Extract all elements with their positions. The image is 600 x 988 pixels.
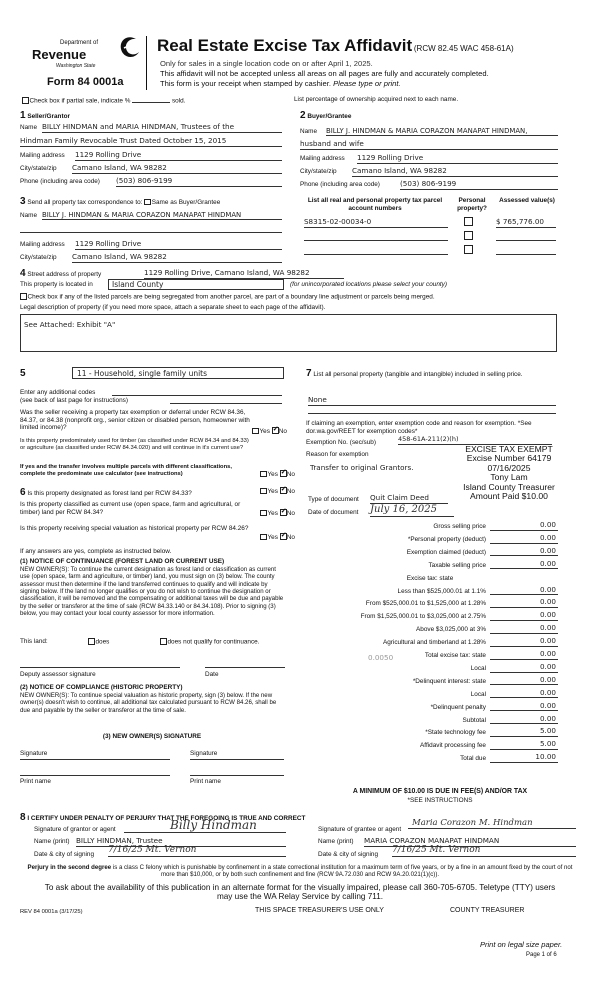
calc-row-label: *Delinquent interest: state [412,677,486,685]
county-select[interactable]: Island County [108,279,284,290]
header-divider [146,36,147,90]
sec6-q1-row [20,487,192,499]
form-title: Real Estate Excise Tax Affidavit [157,36,413,55]
dor-logo [20,30,148,72]
sec5-code-select[interactable]: 11 - Household, single family units [72,367,284,379]
partial-sale-percent[interactable] [132,102,170,103]
calc-row-value[interactable]: 0.00 [490,715,558,725]
sec4-street-row [20,268,560,280]
legal-description-box[interactable]: See Attached: Exhibit "A" [20,314,557,352]
new-owner-print-label: Print name [20,778,51,785]
buyer-city-row [300,168,558,176]
calc-row-value[interactable]: 5.00 [490,740,558,750]
calc-row-label: Total excise tax: state [424,652,486,659]
partial-sale-row [22,97,185,105]
calc-row-value[interactable]: 0.00 [490,663,558,673]
header-line3: This form is your receipt when stamped by cashier. [160,79,331,88]
deputy-date-label: Date [205,671,219,678]
legal-paper-note: Print on legal size paper. [480,940,563,949]
sec3-mail-row [20,241,282,249]
sec8-num: 8 [20,812,26,823]
seller-mail[interactable]: 1129 Rolling Drive [75,151,282,161]
this-land-label: This land: [20,638,48,645]
doc-date-label: Date of document [308,509,359,516]
segregated-checkbox[interactable] [20,293,27,300]
personal-property-value[interactable]: None [308,396,556,406]
sec5-q2-yes-checkbox[interactable] [260,471,267,478]
calc-row [300,547,558,559]
buyer-heading-text: Buyer/Grantee [307,113,352,120]
sec7-text: List all personal property (tangible and intangible) included in selling price. [313,371,523,378]
calc-row-value[interactable]: 0.00 [490,624,558,634]
sec6-q3: Is this property receiving special valuation as historical property per RCW 84.26? [20,525,249,532]
calc-row-label: Affidavit processing fee [420,742,486,750]
buyer-city[interactable]: Camano Island, WA 98282 [352,167,558,177]
assessed-value-header: Assessed value(s) [499,197,555,204]
buyer-name2[interactable]: husband and wife [300,140,558,150]
deputy-date-line[interactable] [205,667,285,668]
seller-mail-label: Mailing address [20,152,65,159]
doc-date[interactable]: July 16, 2025 [370,504,454,517]
calc-row-label: Local [470,664,486,672]
doc-type-label: Type of document [308,496,359,503]
unincorp-note: (for unincorporated locations please select your county) [290,281,448,288]
calc-row-value[interactable]: 0.00 [490,547,558,557]
does-label: does [95,638,110,646]
dept-of-label: Department of [60,40,99,46]
seller-name-label: Name [20,124,38,131]
calc-row [300,689,558,701]
buyer-num: 2 [300,110,306,121]
this-land-row [20,638,284,646]
parcel-value-row3[interactable] [496,254,556,255]
sec4-located-row [20,281,93,289]
sec6-q2-yes: Yes [267,510,278,517]
header-line3b: Please type or print. [333,79,401,88]
sec6-q1-yes-checkbox[interactable] [260,488,267,495]
parcel-number[interactable]: S8315-02-00034-0 [304,218,448,228]
stamp-line1: EXCISE TAX EXEMPT [465,444,553,454]
grantor-name-label: Name (print) [34,838,70,845]
new-owner-print2-line[interactable] [190,775,284,776]
does-not-option [160,638,260,646]
sec5-q2-no: No [286,471,295,478]
notice1-body: NEW OWNER(S): To continue the current designation as forest land or classification as current use (open space, farm and agriculture, or timber) land, you must sign on (3) below. The county assessor must then determine if the land transferred continues to qualify and will indicate by signing below. If the land no longer qualifies or you do not wish to continue the designation or classification, it will be removed and the compensating or additional taxes will be due and payable by the seller or transferor at the time of sale (RCW 84.33.140 or 84.34.108). Prior to signing (3) below, you may contact your local county assessor for more information. [20,566,284,617]
buyer-name-label: Name [300,128,318,135]
parcel-value-row2[interactable] [496,240,556,241]
calc-row [300,637,558,649]
sec3-mail-label: Mailing address [20,241,65,248]
tax-calculation [300,521,558,781]
sec6-q3-answer [260,533,295,542]
sec5-q2-no-checkbox[interactable] [280,470,287,477]
stamp-line4: Tony Lam [490,472,528,483]
sec3-heading [20,196,220,208]
calc-row-label: Exemption claimed (deduct) [406,548,486,556]
sec5-num: 5 [20,368,26,379]
calc-row-label: Taxable selling price [428,561,486,569]
calc-row [300,573,558,585]
sec3-mail[interactable]: 1129 Rolling Drive [75,240,282,250]
buyer-heading [300,110,351,122]
form-number: Form 84 0001a [47,76,124,88]
exempt-text: If claiming an exemption, enter exemption code and reason for exemption. *See dor.wa.gov/REET for exemption codes* [306,420,532,435]
segregated-label: Check box if any of the listed parcels are being segregated from another parcel, are part of a boundary line adjustment or parcels being merged. [27,293,435,301]
same-as-buyer-checkbox[interactable] [144,199,151,206]
seller-phone-label: Phone (including area code) [20,178,100,185]
personal-property-line2[interactable] [308,413,556,414]
stamp-line2: Excise Number 64179 [466,453,552,464]
page-number: Page 1 of 6 [526,952,557,958]
calc-row-label: Gross selling price [433,523,486,530]
parcels-col-header: List all real and personal property tax parcel account numbers [307,197,443,212]
parcel-personal-checkbox[interactable] [464,217,473,226]
sec7-num: 7 [306,368,312,379]
seller-city-row [20,165,282,173]
calc-row-label: *State technology fee [425,729,486,737]
sec3-num: 3 [20,196,26,207]
sec6-q1-no-checkbox[interactable] [280,487,287,494]
exempt-reason-label: Reason for exemption [306,451,369,458]
grantee-signature[interactable]: Maria Corazon M. Hindman [408,818,576,829]
grantee-name-label: Name (print) [318,838,354,845]
notice1-title: (1) NOTICE OF CONTINUANCE (FOREST LAND OR CURRENT USE) [20,558,225,565]
calc-row [300,702,558,714]
local-rate[interactable]: 0.0050 [368,653,394,662]
treasurer-stamp [442,445,576,501]
perjury-bold: Perjury in the second degree [27,864,112,871]
calc-row-value[interactable]: 0.00 [490,650,558,660]
same-as-buyer-label: Same as Buyer/Grantee [151,199,221,206]
grantee-date-label: Date & city of signing [318,851,379,858]
sec5-additional-input[interactable] [112,395,282,396]
calc-row-value[interactable]: 0.00 [490,586,558,596]
calc-row-value[interactable]: 0.00 [490,637,558,647]
grantor-date-label: Date & city of signing [34,851,95,858]
parcel-row3[interactable] [304,254,448,255]
calc-row [300,676,558,688]
sec6-q2-answer [260,509,295,518]
legal-label: Legal description of property (if you need more space, attach a separate sheet to each page of the affidavit). [20,304,326,311]
sec3-city-row [20,254,282,262]
buyer-phone-row [300,181,558,189]
sec6-q2-yes-checkbox[interactable] [260,510,267,517]
sec5-additional: Enter any additional codes [20,389,96,396]
calc-row-label: Total due [460,755,486,763]
deputy-signature-line[interactable] [20,667,180,668]
sec6-q3-yes: Yes [267,534,278,541]
seller-num: 1 [20,110,26,121]
parcel-row2[interactable] [304,240,448,241]
sec5-q2a: Is this property predominately used for timber (as classified under RCW 84.34 and 84.33) or agriculture (as classified under RCW 84.34.020) and will continue in it's current use? [20,438,249,451]
form-title-row [157,36,514,56]
sec5-q2-answer [260,470,295,479]
certify-text: I CERTIFY UNDER PENALTY OF PERJURY THAT THE FOREGOING IS TRUE AND CORRECT [27,815,306,822]
does-not-checkbox[interactable] [160,638,167,645]
doc-type-row [308,493,448,504]
sec4-street[interactable]: 1129 Rolling Drive, Camano Island, WA 98282 [144,269,344,279]
calc-row [300,586,558,598]
calc-row-value[interactable]: 10.00 [490,753,558,763]
grantor-sig-label: Signature of grantor or agent [34,826,116,833]
sec4-street-label: Street address of property [27,271,102,278]
sec3-city[interactable]: Camano Island, WA 98282 [72,253,282,263]
seller-name2[interactable]: Hindman Family Revocable Trust Dated October 15, 2015 [20,137,282,147]
sec6-q3-no-checkbox[interactable] [280,533,287,540]
segregated-row [20,293,580,301]
calc-row [300,715,558,727]
exempt-reason[interactable]: Transfer to original Grantors. [310,463,414,472]
sec5-q1-yes: Yes [259,428,270,435]
new-owner-print-line[interactable] [20,775,170,776]
seller-phone-row [20,178,282,186]
notice3-title: (3) NEW OWNER(S) SIGNATURE [102,733,202,740]
calc-row-value[interactable]: 5.00 [490,727,558,737]
grantor-signature[interactable]: Billy Hindman [124,818,286,833]
new-owner-sig-line[interactable] [20,759,170,760]
parcel2-checkbox[interactable] [464,231,473,240]
treasurer-only-label: THIS SPACE TREASURER'S USE ONLY [255,907,384,914]
parcel-assessed-value[interactable]: $ 765,776.00 [496,218,556,228]
calc-row [300,624,558,636]
calc-row-label: *Personal property (deduct) [407,535,486,543]
sec7-heading [306,368,558,380]
dor-swirl-icon [116,34,142,62]
grantee-name[interactable]: MARIA CORAZON MANAPAT HINDMAN [364,837,576,847]
calc-row-label: From $1,525,000.01 to $3,025,000 at 2.75% [360,613,486,621]
doc-type[interactable]: Quit Claim Deed [370,494,448,504]
calc-row-value[interactable]: 0.00 [490,702,558,712]
rev-label: REV 84 0001a (3/17/25) [20,909,83,915]
alternate-format-note: To ask about the availability of this publication in an alternate format for the visually impaired, please call 360-705-6705. Teletype (TTY) users may use the WA Relay Service by calling 711. [44,883,556,902]
calc-row-value[interactable]: 0.00 [490,560,558,570]
deputy-label: Deputy assessor signature [20,671,96,678]
calc-row-value[interactable]: 0.00 [490,521,558,531]
sec3-city-label: City/state/zip [20,254,57,261]
sec3-name-row [20,212,282,220]
header-line1: Only for sales in a single location code on or after April 1, 2025. [160,59,373,68]
grantee-date[interactable]: 7/16/25 Mt. Vernon [392,845,576,857]
calc-row [300,753,558,765]
minimum-due-note: A MINIMUM OF $10.00 IS DUE IN FEE(S) AND/OR TAX [352,788,528,795]
seller-heading [20,110,70,122]
exempt-no-label: Exemption No. (sec/sub) [306,439,376,446]
calc-row-label: From $525,000.01 to $1,525,000 at 1.28% [365,600,486,608]
sec6-q1: Is this property designated as forest land per RCW 84.33? [27,490,192,497]
partial-sale-label: Check box if partial sale, indicate % [29,97,131,105]
buyer-mail-label: Mailing address [300,155,345,162]
ownership-note: List percentage of ownership acquired next to each name. [294,96,459,103]
sec5-q2-yes: Yes [267,471,278,478]
buyer-mail[interactable]: 1129 Rolling Drive [357,154,558,164]
calc-row [300,740,558,752]
buyer-name1[interactable]: BILLY J. HINDMAN & MARIA CORAZON MANAPAT HINDMAN, [326,127,558,136]
calc-row [300,663,558,675]
grantor-date[interactable]: 7/16/25 Mt. Vernon [108,845,286,857]
calc-row-value[interactable]: 0.00 [490,534,558,544]
does-checkbox[interactable] [88,638,95,645]
buyer-city-label: City/state/zip [300,168,337,175]
state-label: Washington State [56,63,96,69]
sec6-q1-yes: Yes [267,488,278,495]
sec6-q2: Is this property classified as current use (open space, farm and agricultural, or timber) land per RCW 84.34? [20,501,241,516]
calc-row [300,598,558,610]
grantor-name[interactable]: BILLY HINDMAN, Trustee [76,837,286,847]
new-owner-sig2-line[interactable] [190,759,284,760]
stamp-line3: 07/16/2025 [487,462,531,473]
calc-row-label: Less than $525,000.01 at 1.1% [397,587,486,595]
sec3-name[interactable]: BILLY J. HINDMAN & MARIA CORAZON MANAPAT HINDMAN [42,211,282,220]
form-rcw: (RCW 82.45 WAC 458-61A) [413,44,514,53]
buyer-mail-row [300,155,558,163]
sec6-q1-answer [260,487,295,496]
sec6-q3-no: No [286,534,295,541]
sec6-if-yes: If any answers are yes, complete as instructed below. [20,548,172,555]
seller-mail-row [20,152,282,160]
calc-row [300,560,558,572]
sec5-q1-yes-checkbox[interactable] [252,428,259,435]
new-owner-sig2-label: Signature [190,750,218,757]
new-owner-sig-label: Signature [20,750,48,757]
sec5-see-back: (see back of last page for instructions) [20,397,128,404]
sec4-num: 4 [20,268,26,279]
see-instructions: *SEE INSTRUCTIONS [407,797,473,804]
sec5-q2b: If yes and the transfer involves multiple parcels with different classifications, complete the predominate use calculator (see instructions) [20,464,232,477]
stamp-line5: Island County Treasurer [463,481,555,492]
sec3-blank-line[interactable] [20,232,282,233]
buyer-name-row [300,128,558,136]
sec5-q1-answer [252,427,287,436]
personal-property-header: Personal property? [457,197,487,212]
calc-row [300,534,558,546]
calc-row [300,650,558,662]
calc-row-value[interactable]: 0.00 [490,598,558,608]
calc-row-value[interactable]: 0.00 [490,689,558,699]
new-owner-print2-label: Print name [190,778,221,785]
parcel3-checkbox[interactable] [464,245,473,254]
sec5-q1-no: No [278,428,287,435]
seller-phone[interactable]: (503) 806-9199 [116,177,282,187]
county-treasurer-label: COUNTY TREASURER [450,907,525,914]
sec6-q2-no: No [286,510,295,517]
revenue-wordmark: Revenue [32,47,87,62]
header-line2: This affidavit will not be accepted unless all areas on all pages are fully and accurately completed. [160,69,489,78]
seller-name-row [20,124,282,132]
header-line3-row [160,79,401,88]
sec6-q3-yes-checkbox[interactable] [260,534,267,541]
sec3-send: Send all property tax correspondence to: [27,199,143,206]
calc-row [300,521,558,533]
doc-date-row [308,504,488,517]
exempt-no[interactable]: 458-61A-211(2)(h) [398,436,552,445]
sec3-name-label: Name [20,212,38,219]
seller-city[interactable]: Camano Island, WA 98282 [72,164,282,174]
partial-sale-sold: sold. [171,97,186,105]
sec6-q2-no-checkbox[interactable] [280,509,287,516]
stamp-line6: Amount Paid $10.00 [470,491,548,502]
grantee-sig-label: Signature of grantee or agent [318,826,402,833]
calc-row-label: Agricultural and timberland at 1.28% [382,639,486,647]
calc-row-label: Local [470,690,486,698]
notice2-body: NEW OWNER(S): To continue special valuation as historic property, sign (3) below. If the new owner(s) doesn't wish to continue, all additional tax calculated pursuant to RCW 84.26, shall be due and payable by the seller or transferor at the time of sale. [20,692,277,714]
seller-heading-text: Seller/Grantor [27,113,70,120]
calc-row-label: Subtotal [462,716,486,724]
calc-row-label: Excise tax: state [406,574,454,582]
seller-name1[interactable]: BILLY HINDMAN and MARIA HINDMAN, Trustees of the [42,123,282,133]
partial-sale-checkbox[interactable] [22,97,29,104]
calc-row-label: *Delinquent penalty [430,703,486,711]
buyer-phone[interactable]: (503) 806-9199 [400,180,558,190]
sec4-located-label: This property is located in [20,281,93,288]
calc-row [300,727,558,739]
calc-row-label: Above $3,025,000 at 3% [416,626,486,634]
seller-city-label: City/state/zip [20,165,57,172]
calc-row-value[interactable]: 0.00 [490,676,558,686]
calc-row [300,611,558,623]
does-option [88,638,109,646]
notice2-title: (2) NOTICE OF COMPLIANCE (HISTORIC PROPERTY) [20,684,183,691]
does-not-label: does not qualify for continuance. [167,638,260,646]
perjury-note [20,864,580,879]
perjury-text: is a class C felony which is punishable by confinement in a state correctional institution for a maximum term of five years, or by a fine in an amount fixed by the court of not more than $10,000, or by both such confinement and fine (RCW 9A.72.030 and RCW 9A.20.021(1)(c)). [112,864,573,879]
buyer-phone-label: Phone (including area code) [300,181,380,188]
sec5-additional-input2[interactable] [170,403,282,404]
sec5-q1-no-checkbox[interactable] [272,427,279,434]
calc-row-value[interactable]: 0.00 [490,611,558,621]
sec5-q1: Was the seller receiving a property tax exemption or deferral under RCW 84.36, 84.37, or 84.38 (nonprofit org., senior citizen or disabled person, homeowner with limited income)? [20,409,250,432]
sec6-num: 6 [20,487,26,498]
sec6-q1-no: No [286,488,295,495]
